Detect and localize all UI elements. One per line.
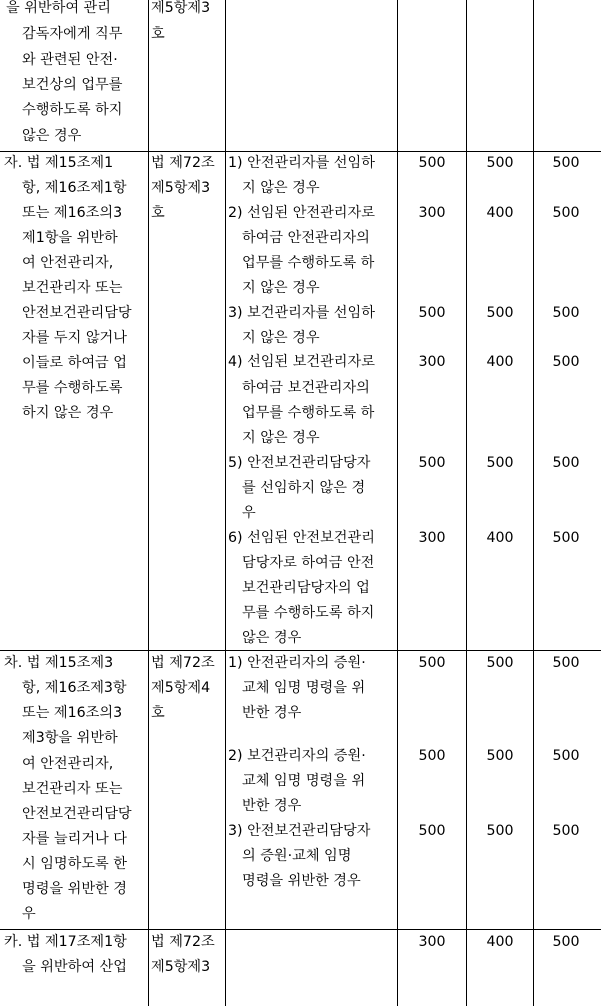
violation-ja-line-11: 하지 않은 경우 [22,405,114,421]
basis-cha-line-1: 법 제72조 [151,655,215,671]
amount-1st: 500 [418,305,446,321]
amount-3rd: 500 [552,205,580,221]
subitem-5-line-2: 를 선임하지 않은 경 [242,480,366,496]
subitem-2-line-1: 2) 선임된 안전관리자로 [228,205,375,221]
basis-cha-line-2: 제5항제4 [151,680,211,696]
violation-ja-line-4: 제1항을 위반하 [22,230,118,246]
subitem-4-line-1: 4) 선임된 보건관리자로 [228,354,375,370]
violation-cha-line-2: 항, 제16조제3항 [22,680,127,696]
amount-1st: 500 [418,748,446,764]
amount-3rd: 500 [552,305,580,321]
amount-3rd: 500 [552,354,580,370]
subitem-2-line-4: 지 않은 경우 [242,280,320,296]
amount-1st: 500 [418,155,446,171]
violation-ja-line-9: 이들로 하여금 업 [22,355,127,371]
amount-3rd: 500 [552,655,580,671]
basis-ja-line-3: 호 [151,205,165,221]
violation-prev-line-6: 않은 경우 [22,128,82,144]
amount-2nd: 500 [486,655,514,671]
violation-cha-line-6: 보건관리자 또는 [22,781,123,797]
subitem-9-line-1: 3) 안전보건관리담당자 [228,823,371,839]
violation-ja-line-8: 자를 두지 않거나 [22,330,127,346]
basis-prev-line-1: 제5항제3 [151,0,211,16]
subitem-5-line-3: 우 [242,505,256,521]
violation-ja-line-1: 자. 법 제15조제1 [4,155,114,171]
violation-cha-line-4: 제3항을 위반하 [22,730,118,746]
amount-3rd: 500 [552,155,580,171]
violation-ja-line-3: 또는 제16조의3 [22,205,123,221]
violation-cha-line-1: 차. 법 제15조제3 [4,655,114,671]
violation-ja-line-7: 안전보건관리담당 [22,305,132,321]
violation-prev-line-2: 감독자에게 직무 [22,26,123,42]
violation-prev-line-5: 수행하도록 하지 [22,102,123,118]
amount-1st: 500 [418,455,446,471]
amount-1st: 300 [418,205,446,221]
violation-prev-line-1: 을 위반하여 관리 [6,0,111,16]
amount-2nd: 400 [486,205,514,221]
subitem-1-line-1: 1) 안전관리자를 선임하 [228,155,375,171]
subitem-3-line-1: 3) 보건관리자를 선임하 [228,305,375,321]
violation-prev-line-3: 와 관련된 안전· [22,52,118,68]
amount-3rd: 500 [552,823,580,839]
violation-ka-line-1: 카. 법 제17조제1항 [4,934,127,950]
amount-2nd: 400 [486,530,514,546]
amount-2nd: 500 [486,155,514,171]
subitem-4-line-4: 지 않은 경우 [242,430,320,446]
violation-ja-line-10: 무를 수행하도록 [22,380,123,396]
violation-ja-line-2: 항, 제16조제1항 [22,180,127,196]
violation-cha-line-11: 우 [22,906,36,922]
subitem-5-line-1: 5) 안전보건관리담당자 [228,455,371,471]
basis-prev-line-2: 호 [151,26,165,42]
subitem-7-line-2: 교체 임명 명령을 위 [242,680,366,696]
subitem-2-line-2: 하여금 안전관리자의 [242,230,370,246]
amount-3rd: 500 [552,530,580,546]
violation-prev-line-4: 보건상의 업무를 [22,77,123,93]
amount-2nd: 500 [486,305,514,321]
amount-1st: 300 [418,354,446,370]
basis-ka-line-2: 제5항제3 [151,959,211,975]
amount-2nd: 500 [486,455,514,471]
amount-2nd: 400 [486,354,514,370]
amount-3rd: 500 [552,934,580,950]
basis-ka-line-1: 법 제72조 [151,934,215,950]
subitem-2-line-3: 업무를 수행하도록 하 [242,255,375,271]
amount-2nd: 500 [486,748,514,764]
basis-ja-line-2: 제5항제3 [151,180,211,196]
violation-cha-line-9: 시 임명하도록 한 [22,856,127,872]
violation-ka-line-2: 을 위반하여 산업 [22,959,127,975]
subitem-3-line-2: 지 않은 경우 [242,330,320,346]
amount-1st: 300 [418,530,446,546]
subitem-7-line-3: 반한 경우 [242,705,302,721]
amount-1st: 500 [418,823,446,839]
subitem-9-line-3: 명령을 위반한 경우 [242,873,361,889]
basis-cha-line-3: 호 [151,705,165,721]
amount-1st: 500 [418,655,446,671]
violation-cha-line-3: 또는 제16조의3 [22,705,123,721]
subitem-6-line-1: 6) 선임된 안전보건관리 [228,530,375,546]
violation-cha-line-5: 여 안전관리자, [22,756,114,772]
violation-cha-line-8: 자를 늘리거나 다 [22,831,127,847]
subitem-8-line-2: 교체 임명 명령을 위 [242,773,366,789]
subitem-7-line-1: 1) 안전관리자의 증원· [228,655,366,671]
basis-ja-line-1: 법 제72조 [151,155,215,171]
subitem-8-line-3: 반한 경우 [242,798,302,814]
amount-2nd: 400 [486,934,514,950]
subitem-6-line-3: 보건관리담당자의 업 [242,580,370,596]
subitem-9-line-2: 의 증원·교체 임명 [242,848,352,864]
amount-2nd: 500 [486,823,514,839]
violation-cha-line-10: 명령을 위반한 경 [22,881,127,897]
subitem-6-line-2: 담당자로 하여금 안전 [242,555,375,571]
subitem-8-line-1: 2) 보건관리자의 증원· [228,748,366,764]
amount-1st: 300 [418,934,446,950]
subitem-4-line-3: 업무를 수행하도록 하 [242,405,375,421]
amount-3rd: 500 [552,748,580,764]
amount-3rd: 500 [552,455,580,471]
subitem-4-line-2: 하여금 보건관리자의 [242,380,370,396]
subitem-6-line-5: 않은 경우 [242,630,302,646]
violation-ja-line-5: 여 안전관리자, [22,255,114,271]
violation-cha-line-7: 안전보건관리담당 [22,806,132,822]
subitem-6-line-4: 무를 수행하도록 하지 [242,605,375,621]
subitem-1-line-2: 지 않은 경우 [242,180,320,196]
violation-ja-line-6: 보건관리자 또는 [22,280,123,296]
